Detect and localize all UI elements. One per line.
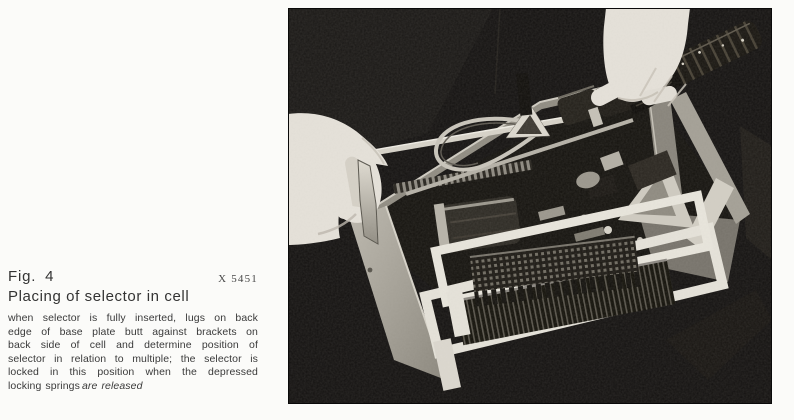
figure-title: Placing of selector in cell xyxy=(8,288,190,305)
caption-line: when selector is fully inserted, lugs on back xyxy=(8,312,258,324)
photo-grain xyxy=(288,8,772,404)
figure-label: Fig. 4 xyxy=(8,268,55,285)
photo-reference-number: X 5451 xyxy=(218,273,258,285)
caption-line: selector in relation to multiple; the selector is xyxy=(8,352,258,365)
caption-line: back side of cell and determine position of xyxy=(8,339,258,352)
caption-line xyxy=(8,380,258,394)
figure-description xyxy=(8,312,258,394)
photo-illustration xyxy=(288,8,772,404)
caption-text-italic: are released xyxy=(81,379,143,392)
caption-text: locking springs xyxy=(8,379,80,392)
figure-caption xyxy=(8,269,258,394)
figure-photo xyxy=(288,8,772,404)
caption-line: locked in this position when the depressed xyxy=(8,366,258,379)
caption-line: edge of base plate butt against brackets on xyxy=(8,325,258,338)
